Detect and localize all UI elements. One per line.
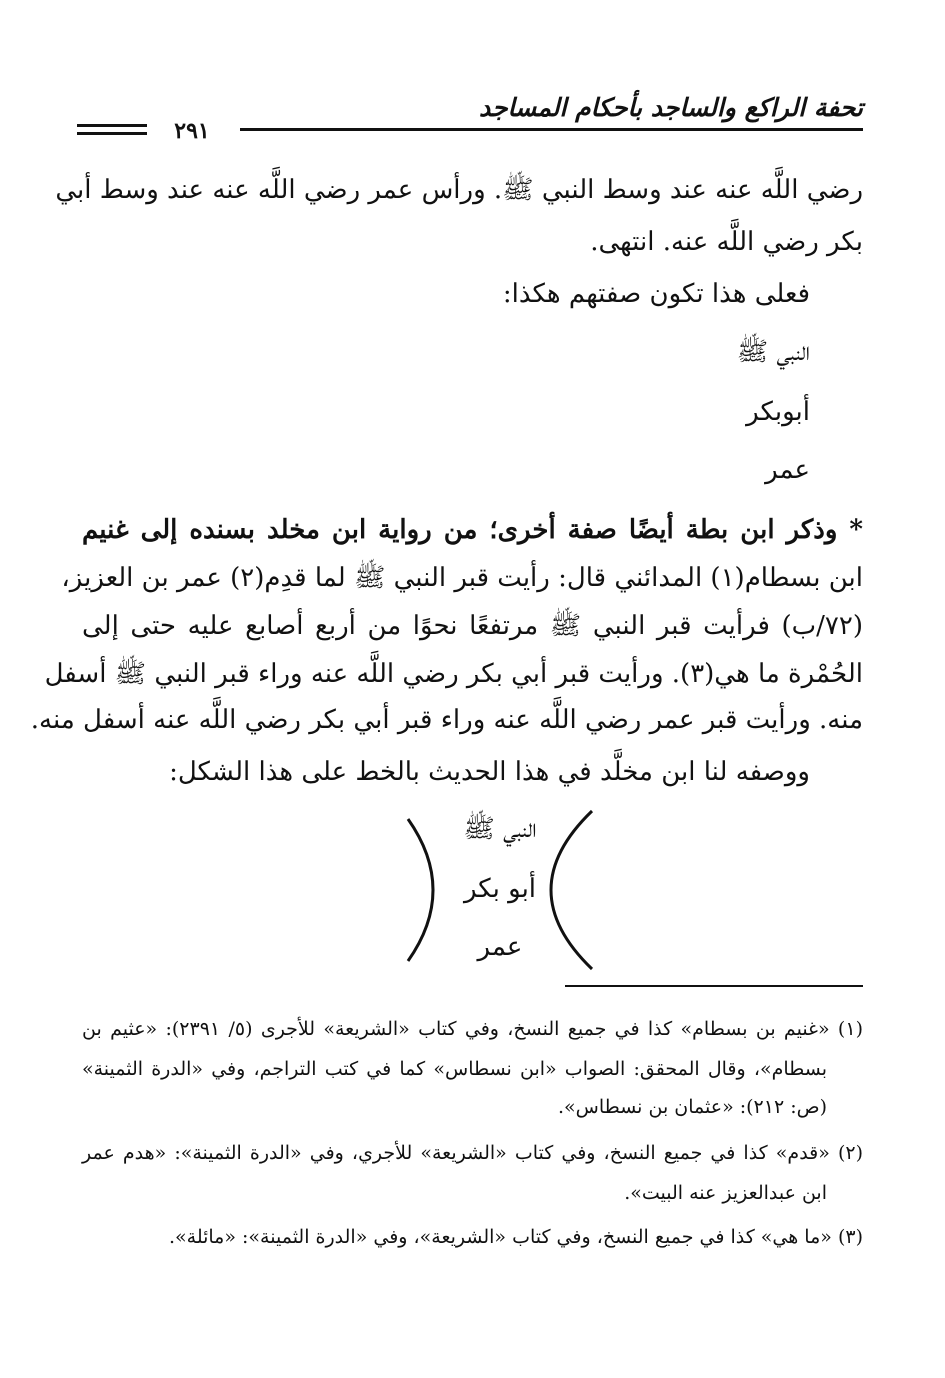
body-line: فعلى هذا تكون صفتهم هكذا: [502, 279, 810, 309]
body-line: منه. ورأيت قبر عمر رضي اللَّه عنه وراء قبر أبي بكر رضي اللَّه عنه أسفل منه. [30, 705, 863, 735]
footnote-line: (٢) «قدم» كذا في جميع النسخ، وفي كتاب «الشريعة» للأجري، وفي «الدرة الثمينة»: «هدم عمر [82, 1142, 863, 1164]
header-rule-short-top [77, 124, 147, 127]
list-item: النبي ﷺ [736, 337, 810, 367]
running-title: تحفة الراكع والساجد بأحكام المساجد [478, 93, 863, 122]
body-line: رضي اللَّه عنه عند وسط النبي ﷺ. ورأس عمر رضي اللَّه عنه عند وسط أبي [55, 175, 863, 205]
list-item: عمر [765, 455, 810, 485]
diagram-label-abu-bakr: أبو بكر [463, 874, 537, 904]
header-rule [240, 128, 863, 131]
diagram-label-umar: عمر [477, 932, 523, 962]
footnote-line: (ص: ٢١٢): «عثمان بن نسطاس». [557, 1096, 827, 1118]
graves-diagram [400, 805, 600, 975]
diagram-label-prophet: النبي ﷺ [463, 814, 537, 844]
body-line: * وذكر ابن بطة أيضًا صفة أخرى؛ من رواية ابن مخلد بسنده إلى غنيم [82, 515, 863, 545]
body-line: ابن بسطام(١) المدائني قال: رأيت قبر النبي ﷺ لما قدِم(٢) عمر بن العزيز، [61, 563, 863, 593]
body-line: (٧٢/ب) فرأيت قبر النبي ﷺ مرتفعًا نحوًا من أربع أصابع عليه حتى إلى [82, 611, 863, 641]
page-number: ٢٩١ [174, 118, 210, 144]
body-line: ووصفه لنا ابن مخلَّد في هذا الحديث بالخط على هذا الشكل: [169, 757, 810, 787]
body-line: بكر رضي اللَّه عنه. انتهى. [590, 227, 863, 257]
left-bracket [408, 819, 433, 961]
body-line: الحُمْرة ما هي(٣). ورأيت قبر أبي بكر رضي اللَّه عنه وراء قبر النبي ﷺ أسفل [44, 659, 863, 689]
header-rule-short-bottom [77, 132, 147, 135]
footnote-separator [565, 985, 863, 987]
footnote-line: ابن عبدالعزيز عنه البيت». [624, 1182, 827, 1204]
list-item: أبوبكر [746, 397, 810, 427]
footnote-line: بسطام»، وقال المحقق: الصواب «ابن نسطاس» كما في كتب التراجم، وفي «الدرة الثمينة» [82, 1058, 827, 1080]
footnote-line: (٣) «ما هي» كذا في جميع النسخ، وفي كتاب «الشريعة»، وفي «الدرة الثمينة»: «مائلة». [168, 1226, 863, 1248]
footnote-line: (١) «غنيم بن بسطام» كذا في جميع النسخ، وفي كتاب «الشريعة» للأجرى (٥/ ٢٣٩١): «عثيم بن [82, 1018, 863, 1040]
